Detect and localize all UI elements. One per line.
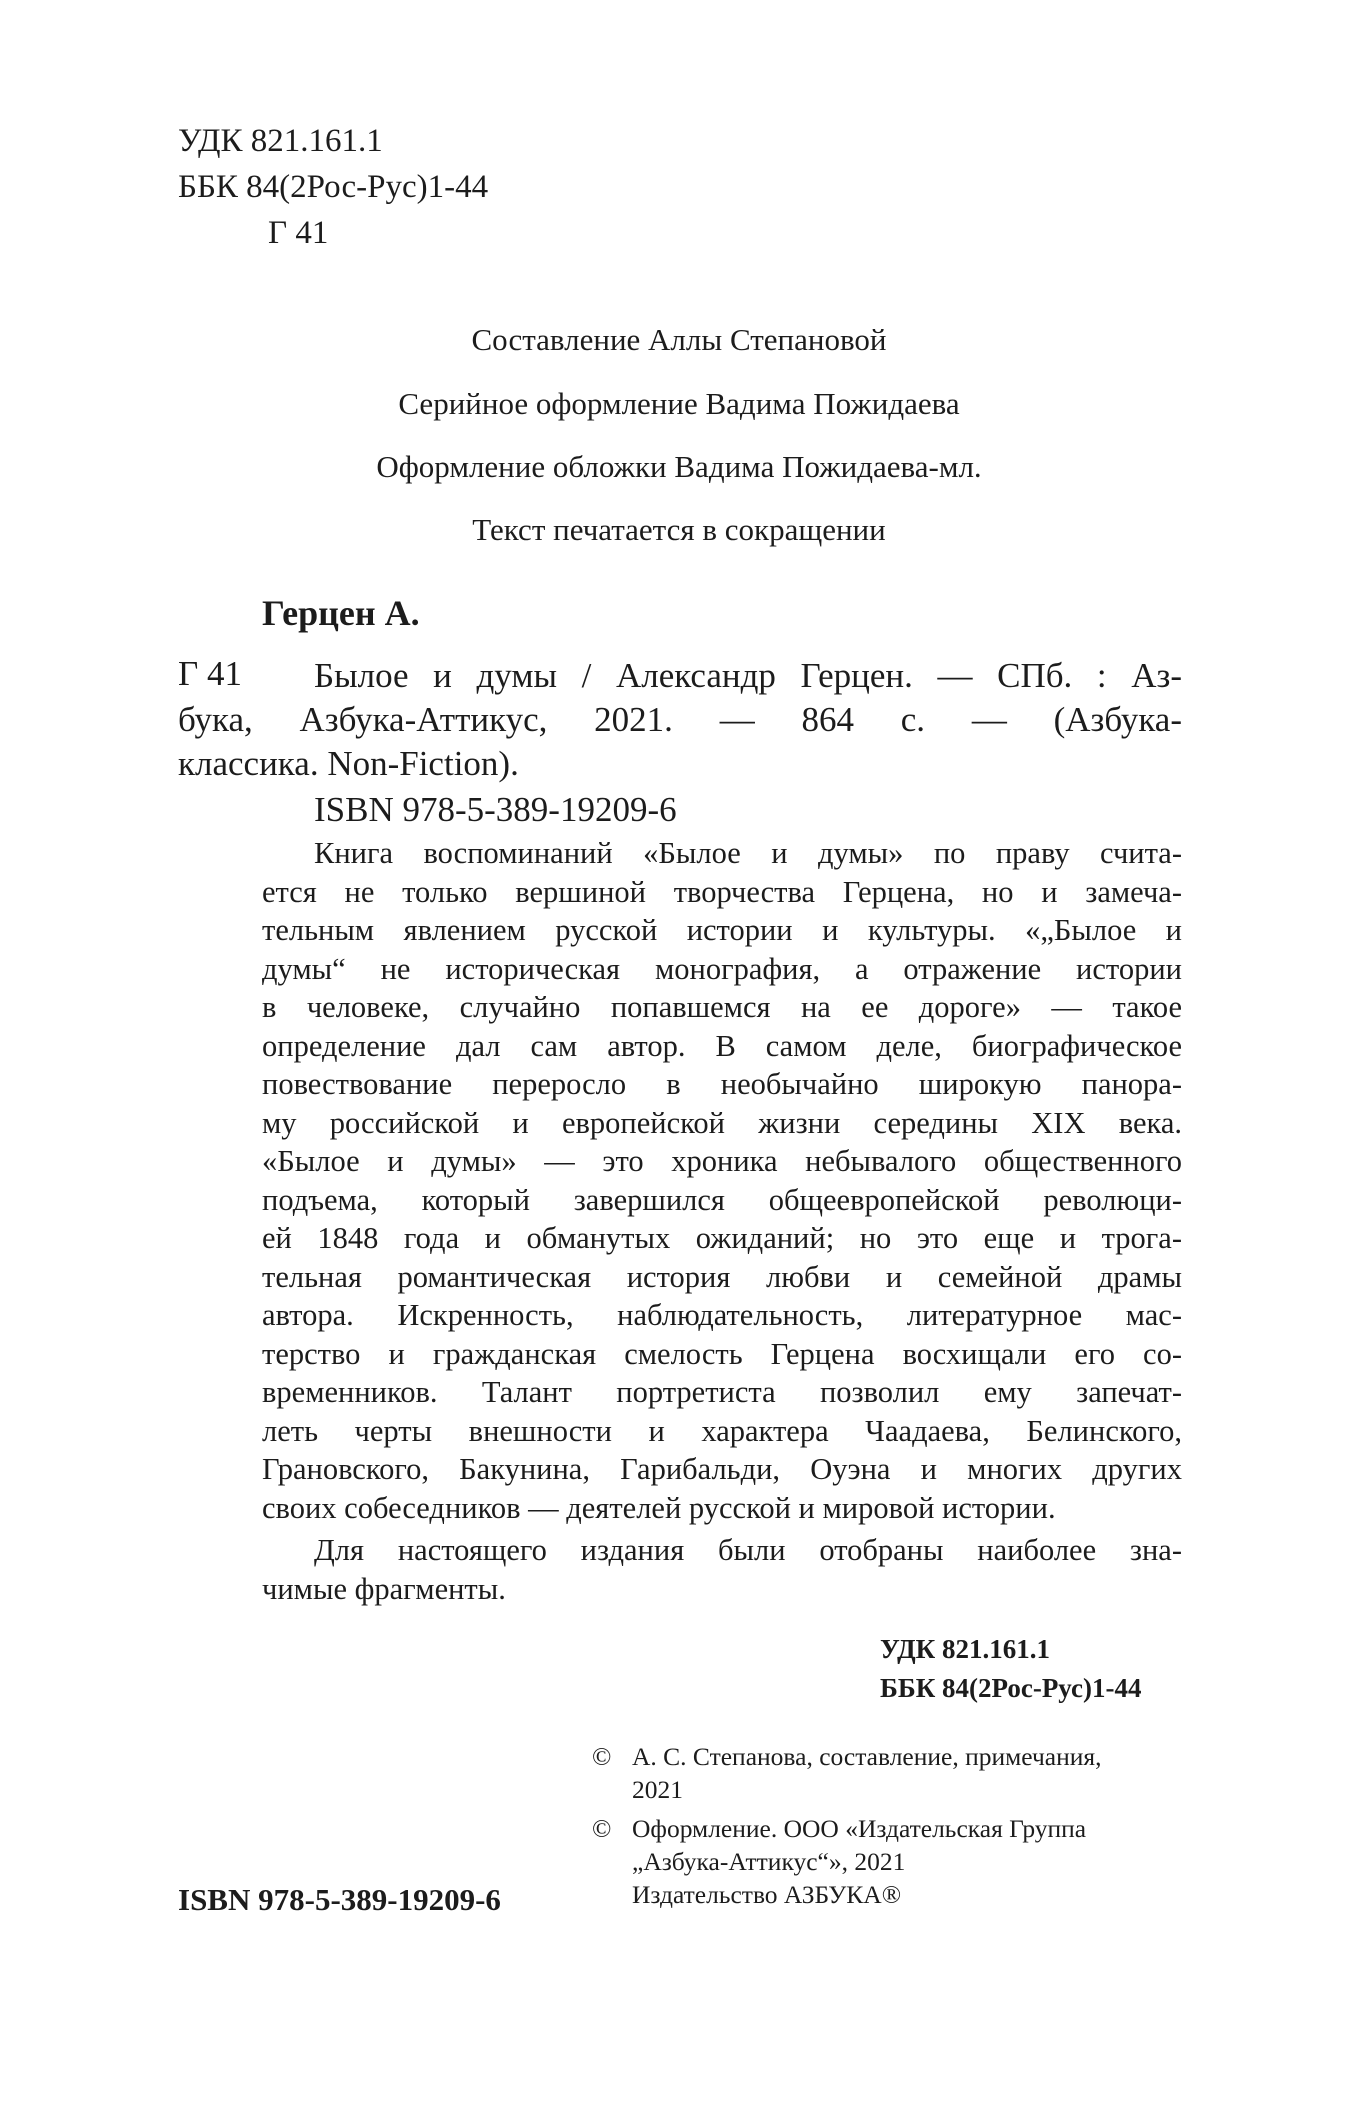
- copyright-line: „Азбука-Аттикус“», 2021: [632, 1847, 906, 1876]
- annotation: [262, 834, 1182, 1608]
- annotation-line: временников. Талант портретиста позволил ему запечат-: [262, 1375, 1182, 1409]
- publisher-name: Издательство АЗБУКА®: [632, 1880, 902, 1909]
- bib-line: Былое и думы / Александр Герцен. — СПб. : Аз-: [314, 656, 1182, 695]
- annotation-line: думы“ не историческая монография, а отражение истории: [262, 951, 1182, 986]
- abridgement-note: Текст печатается в сокращении: [472, 512, 886, 547]
- annotation-line: ется не только вершиной творчества Герцена, но и замеча-: [262, 874, 1182, 909]
- copyright-compilation: [592, 1740, 1102, 1806]
- annotation-line: подъема, который завершился общеевропейской революци-: [262, 1182, 1182, 1217]
- classification-codes-repeat: [880, 1630, 1141, 1708]
- catalog-code: Г 41: [178, 654, 242, 693]
- catalog-isbn: ISBN 978-5-389-19209-6: [314, 790, 677, 829]
- annotation-line: Грановского, Бакунина, Гарибальди, Оуэна и многих других: [262, 1452, 1182, 1486]
- author-mark: Г 41: [268, 215, 329, 251]
- classification-codes: [178, 118, 488, 256]
- annotation-line: леть черты внешности и характера Чаадаева, Белинского,: [262, 1413, 1182, 1448]
- annotation-line: терство и гражданская смелость Герцена восхищали его со-: [262, 1336, 1182, 1371]
- copyright-line: А. С. Степанова, составление, примечания,: [632, 1742, 1102, 1771]
- bib-line: бука, Азбука-Аттикус, 2021. — 864 с. — (Азбука-: [178, 700, 1182, 739]
- credit-compiler: Составление Аллы Степановой: [471, 322, 887, 357]
- udk-code: УДК 821.161.1: [178, 123, 383, 159]
- copyright-line: 2021: [632, 1775, 683, 1804]
- copyright-block: [592, 1740, 1102, 1917]
- annotation-line: «Былое и думы» — это хроника небывалого общественного: [262, 1144, 1182, 1178]
- annotation-line: чимые фрагменты.: [262, 1571, 506, 1606]
- bbk-code: ББК 84(2Рос-Рус)1-44: [178, 169, 489, 205]
- copyright-icon: ©: [592, 1814, 612, 1843]
- annotation-line: му российской и европейской жизни середины XIX века.: [262, 1105, 1182, 1140]
- credit-series-design: Серийное оформление Вадима Пожидаева: [398, 386, 960, 421]
- annotation-line: автора. Искренность, наблюдательность, литературное мас-: [262, 1298, 1182, 1332]
- annotation-line: Книга воспоминаний «Былое и думы» по праву счита-: [314, 836, 1182, 870]
- annotation-line: тельная романтическая история любви и семейной драмы: [262, 1259, 1182, 1294]
- copyright-line: Оформление. ООО «Издательская Группа: [632, 1814, 1087, 1843]
- annotation-line: ей 1848 года и обманутых ожиданий; но это еще и трога-: [262, 1221, 1182, 1255]
- catalog-author: Герцен А.: [262, 593, 420, 633]
- copyright-design: [592, 1812, 1102, 1911]
- bib-line: классика. Non-Fiction).: [178, 744, 519, 783]
- isbn-bottom: ISBN 978-5-389-19209-6: [178, 1882, 501, 1917]
- bbk-code-repeat: ББК 84(2Рос-Рус)1-44: [880, 1673, 1142, 1703]
- credit-cover-design: Оформление обложки Вадима Пожидаева-мл.: [376, 449, 982, 484]
- annotation-line: своих собеседников — деятелей русской и мировой истории.: [262, 1490, 1056, 1525]
- annotation-line: Для настоящего издания были отобраны наиболее зна-: [314, 1533, 1182, 1567]
- annotation-line: повествование переросло в необычайно широкую панора-: [262, 1067, 1182, 1101]
- copyright-icon: ©: [592, 1742, 612, 1771]
- udk-code-repeat: УДК 821.161.1: [880, 1634, 1050, 1664]
- annotation-line: определение дал сам автор. В самом деле, биографическое: [262, 1028, 1182, 1063]
- annotation-line: тельным явлением русской истории и культуры. «„Былое и: [262, 913, 1182, 947]
- annotation-paragraph-1: [262, 834, 1182, 1527]
- annotation-paragraph-2: [262, 1531, 1182, 1608]
- annotation-line: в человеке, случайно попавшемся на ее дороге» — такое: [262, 990, 1182, 1024]
